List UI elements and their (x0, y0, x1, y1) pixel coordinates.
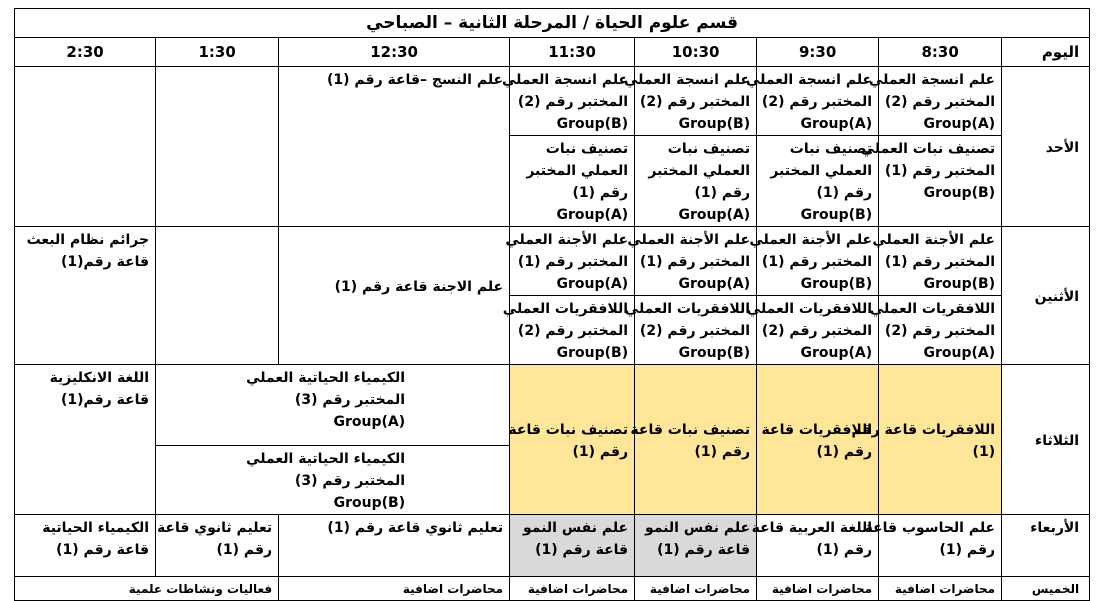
day-label-wednesday: الأربعاء (1002, 515, 1090, 577)
class-cell: تعليم ثانوي قاعة رقم (1) (156, 515, 279, 577)
monday-row-1 (15, 227, 1090, 296)
class-cell: علم الأجنة العملي المختبر رقم (1) Group(B) (757, 227, 879, 296)
class-cell: تصنيف نبات العملي المختبر رقم (1) Group(A) (510, 136, 635, 227)
header-time-1030: 10:30 (635, 38, 757, 67)
page-title: قسم علوم الحياة / المرحلة الثانية – الصباحي (15, 9, 1090, 38)
class-cell: علم الاجنة قاعة رقم (1) (279, 227, 510, 365)
class-cell: علم النسج –قاعة رقم (1) (279, 67, 510, 227)
header-time-230: 2:30 (15, 38, 156, 67)
day-label-sunday: الأحد (1002, 67, 1090, 227)
class-cell: اللافقريات العملي المختبر رقم (2) Group(A) (879, 296, 1002, 365)
class-cell: تعليم ثانوي قاعة رقم (1) (279, 515, 510, 577)
class-cell: علم الأجنة العملي المختبر رقم (1) Group(A) (635, 227, 757, 296)
day-label-monday: الأثنين (1002, 227, 1090, 365)
class-cell: اللغة الانكليزية قاعة رقم(1) (15, 365, 156, 515)
header-row (15, 38, 1090, 67)
class-cell: علم انسجة العملي المختبر رقم (2) Group(B) (510, 67, 635, 136)
class-cell-highlight: تصنيف نبات قاعة رقم (1) (635, 365, 757, 515)
class-cell: اللافقريات العملي المختبر رقم (2) Group(B) (510, 296, 635, 365)
schedule-table (14, 8, 1090, 601)
thursday-row (15, 577, 1090, 601)
class-cell: الكيمياء الحياتية العملي المختبر رقم (3) Group(A) (156, 365, 510, 446)
class-cell: محاضرات اضافية (635, 577, 757, 601)
header-day: اليوم (1002, 38, 1090, 67)
class-cell: تصنيف نبات العملي المختبر رقم (1) Group(A) (635, 136, 757, 227)
class-cell: تصنيف نبات العملي المختبر رقم (1) Group(B) (879, 136, 1002, 227)
class-cell: علم انسجة العملي المختبر رقم (2) Group(B) (635, 67, 757, 136)
empty-cell (156, 227, 279, 365)
class-cell: محاضرات اضافية (510, 577, 635, 601)
sunday-row-1 (15, 67, 1090, 136)
class-cell: اللافقريات العملي المختبر رقم (2) Group(B) (635, 296, 757, 365)
class-cell: جرائم نظام البعث قاعة رقم(1) (15, 227, 156, 365)
class-cell: علم الأجنة العملي المختبر رقم (1) Group(A) (510, 227, 635, 296)
class-cell: الكيمياء الحياتية قاعة رقم (1) (15, 515, 156, 577)
empty-cell (156, 67, 279, 227)
header-time-1130: 11:30 (510, 38, 635, 67)
tuesday-row-1 (15, 365, 1090, 446)
day-label-thursday: الخميس (1002, 577, 1090, 601)
header-time-130: 1:30 (156, 38, 279, 67)
class-cell: تصنيف نبات العملي المختبر رقم (1) Group(B) (757, 136, 879, 227)
class-cell-highlight: علم نفس النمو قاعة رقم (1) (635, 515, 757, 577)
class-cell: علم الأجنة العملي المختبر رقم (1) Group(B) (879, 227, 1002, 296)
class-cell-highlight: تصنيف نبات قاعة رقم (1) (510, 365, 635, 515)
header-time-830: 8:30 (879, 38, 1002, 67)
class-cell-highlight: اللافقريات قاعة رقم (1) (879, 365, 1002, 515)
class-cell-highlight: اللافقريات قاعة رقم (1) (757, 365, 879, 515)
class-cell: علم الحاسوب قاعة رقم (1) (879, 515, 1002, 577)
class-cell: الكيمياء الحياتية العملي المختبر رقم (3) Group(B) (156, 446, 510, 515)
class-cell: فعاليات ونشاطات علمية (15, 577, 279, 601)
wednesday-row (15, 515, 1090, 577)
class-cell: علم انسجة العملي المختبر رقم (2) Group(A) (757, 67, 879, 136)
class-cell: اللغة العربية قاعة رقم (1) (757, 515, 879, 577)
class-cell: محاضرات اضافية (279, 577, 510, 601)
header-time-930: 9:30 (757, 38, 879, 67)
empty-cell (15, 67, 156, 227)
class-cell-highlight: علم نفس النمو قاعة رقم (1) (510, 515, 635, 577)
class-cell: علم انسجة العملي المختبر رقم (2) Group(A) (879, 67, 1002, 136)
day-label-tuesday: الثلاثاء (1002, 365, 1090, 515)
class-cell: محاضرات اضافية (757, 577, 879, 601)
header-time-1230: 12:30 (279, 38, 510, 67)
class-cell: محاضرات اضافية (879, 577, 1002, 601)
class-cell: اللافقريات العملي المختبر رقم (2) Group(A) (757, 296, 879, 365)
